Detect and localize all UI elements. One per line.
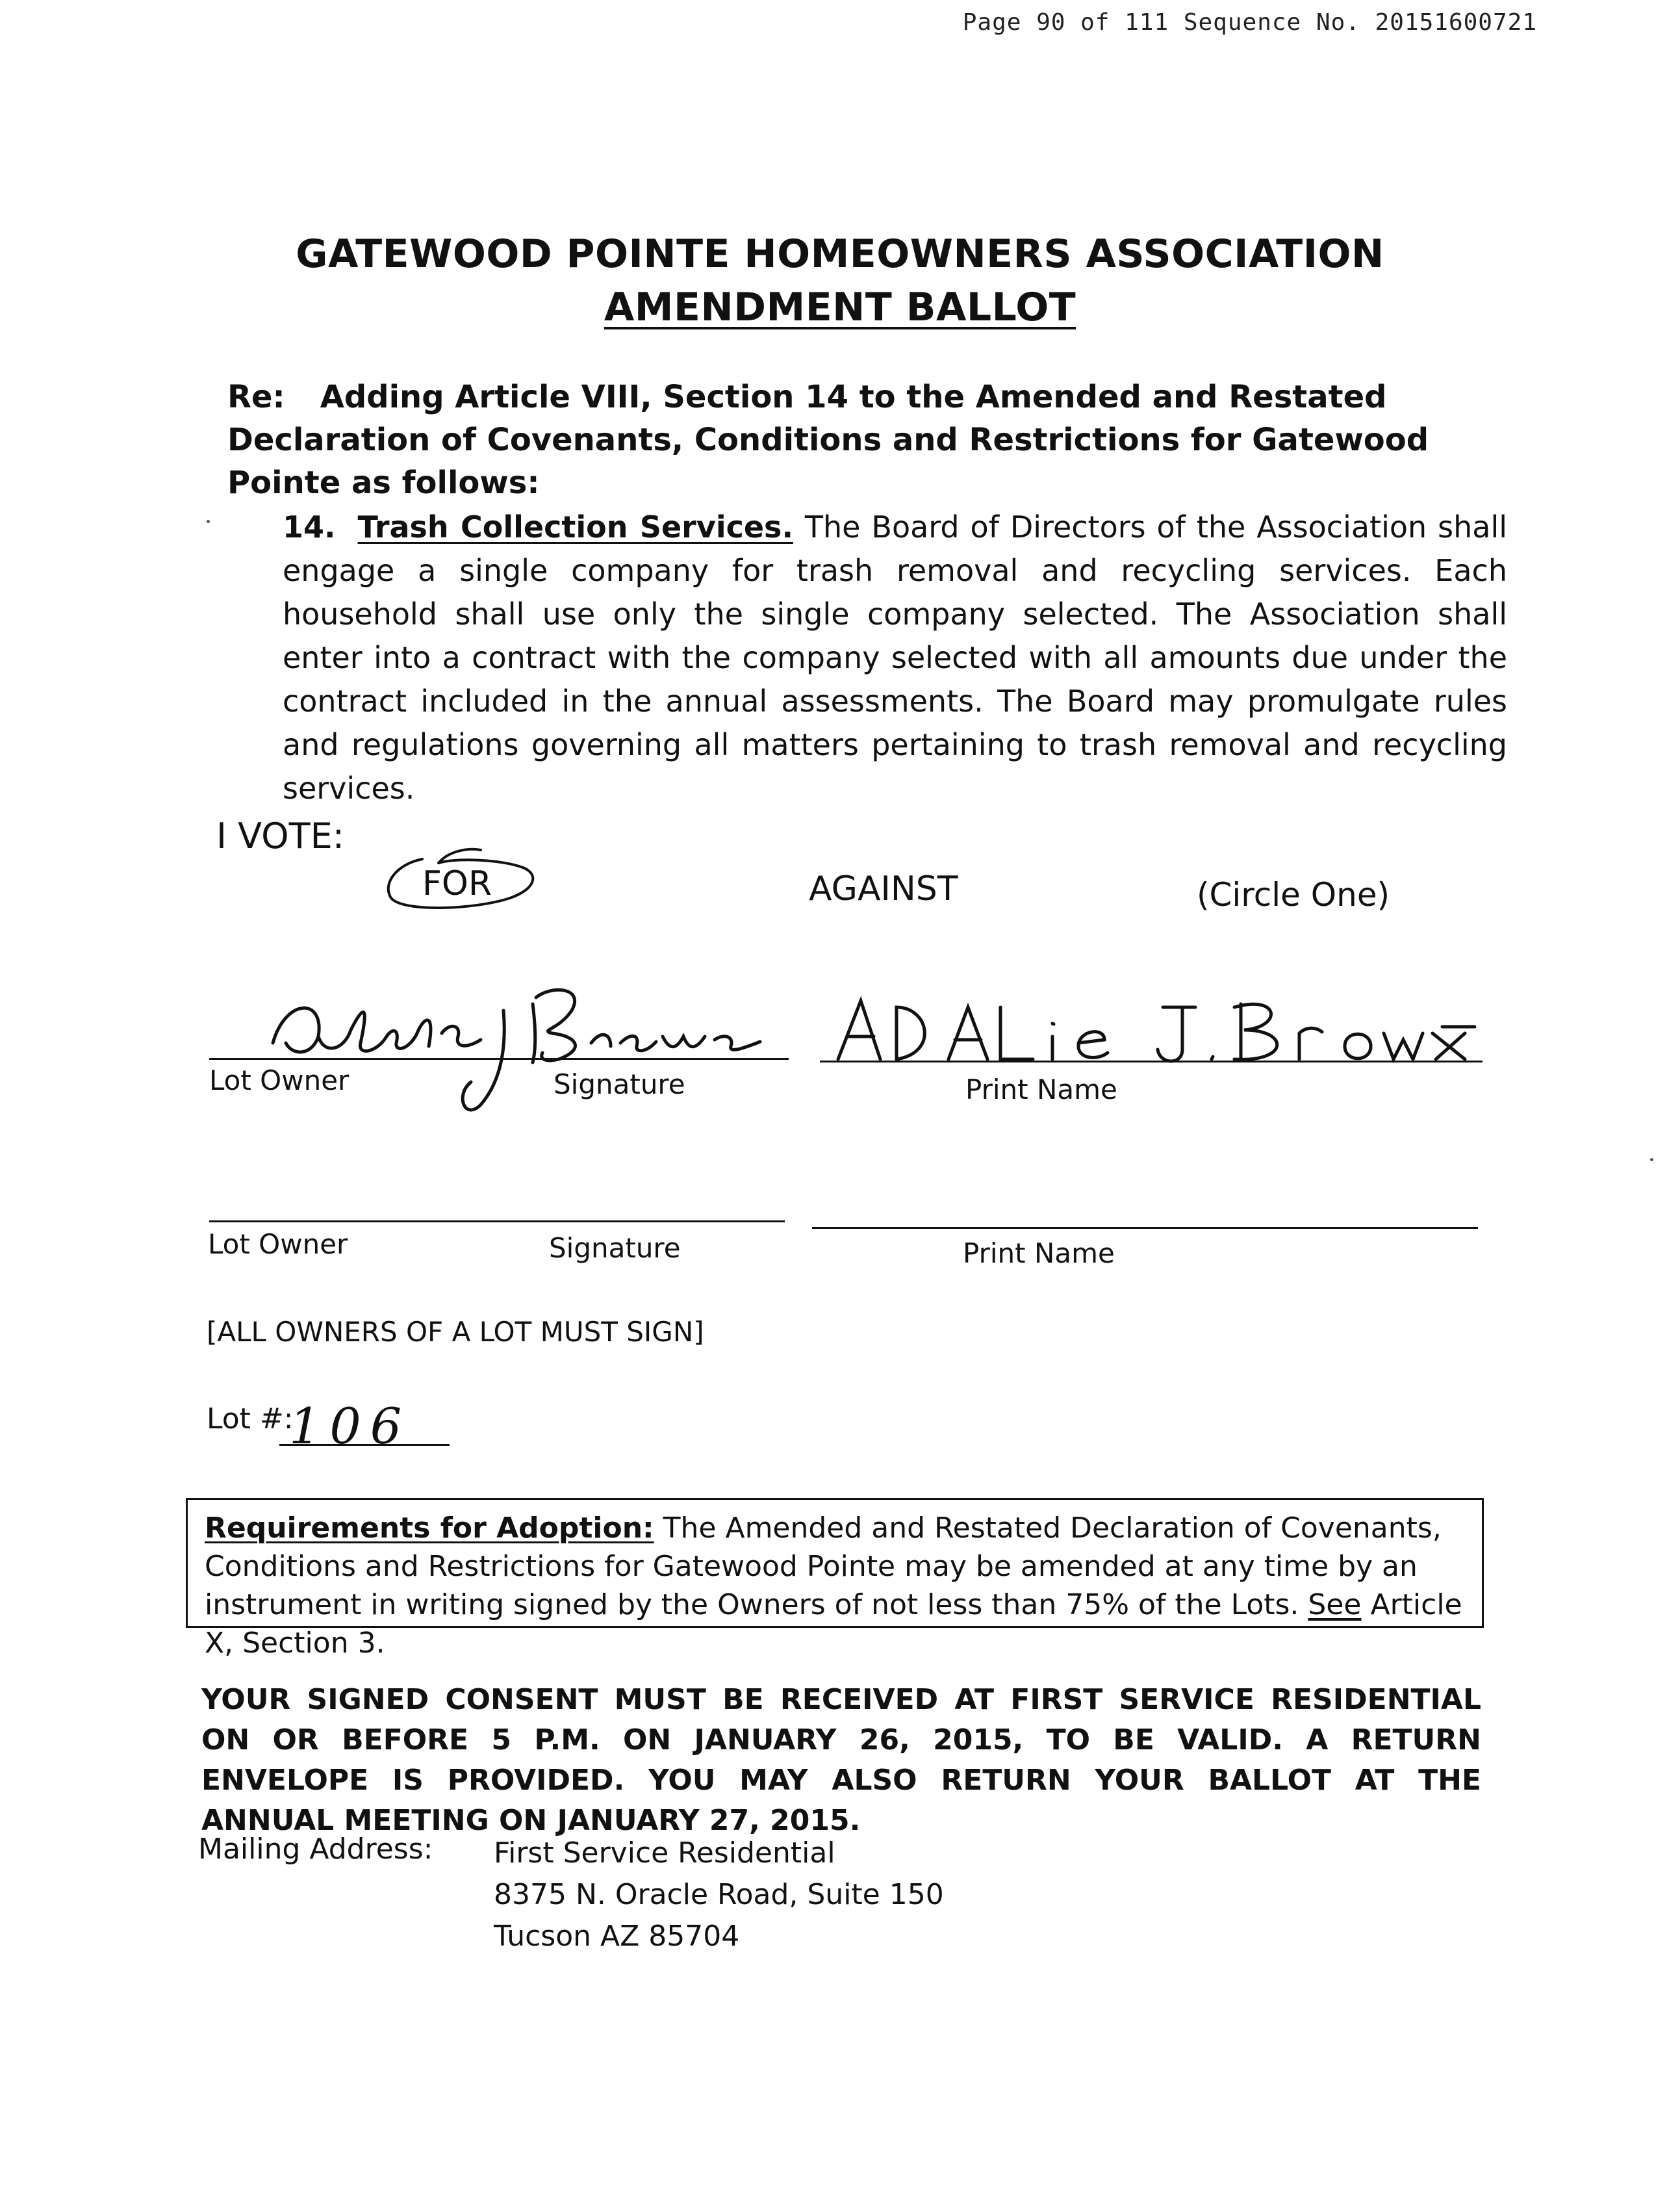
consent-notice: YOUR SIGNED CONSENT MUST BE RECEIVED AT FIRST SERVICE RESIDENTIAL ON OR BEFORE 5 P.M. ON JANUARY 26, 2015, TO BE VALID. A RETURN ENVELOPE IS PROVIDED. YOU MAY ALSO RETURN YOUR BALLOT AT THE ANNUAL MEETING ON JANUARY 27, 2015. — [201, 1683, 1481, 1837]
owner1-print-name-label: Print Name — [965, 1074, 1117, 1105]
owner2-print-name-label: Print Name — [963, 1237, 1115, 1269]
owner1-lot-owner-label: Lot Owner — [209, 1064, 350, 1096]
section-heading: Trash Collection Services. — [357, 509, 793, 545]
amendment-section — [283, 506, 1507, 810]
mailing-address-label: Mailing Address: — [198, 1833, 433, 1866]
section-body: The Board of Directors of the Association shall engage a single company for trash removal and recycling services. Each household shall use only the single company selected. The Association shall enter into a contract with the company selected with all amounts due under the contract included in the annual assessments. The Board may promulgate rules and regulations governing all matters pertaining to trash removal and recycling services. — [283, 509, 1508, 806]
requirements-box — [186, 1498, 1484, 1660]
ballot-title: AMENDMENT BALLOT — [604, 285, 1076, 330]
mailing-line-2: 8375 N. Oracle Road, Suite 150 — [494, 1878, 944, 1911]
lot-number-label: Lot #: — [207, 1402, 294, 1435]
re-statement — [227, 376, 1510, 504]
scan-speck — [207, 520, 210, 523]
association-name: GATEWOOD POINTE HOMEOWNERS ASSOCIATION — [296, 231, 1384, 277]
owner1-handwritten-signature — [247, 972, 780, 1121]
owner2-lot-owner-label: Lot Owner — [208, 1228, 348, 1260]
requirements-ref: Article X, Section 3. — [205, 1588, 1462, 1660]
vote-against-option[interactable]: AGAINST — [809, 869, 958, 908]
vote-for-option[interactable]: FOR — [422, 864, 492, 903]
re-label: Re: — [227, 379, 285, 415]
vote-instruction: (Circle One) — [1197, 876, 1390, 914]
mailing-line-3: Tucson AZ 85704 — [494, 1920, 740, 1953]
owner2-signature-line[interactable] — [209, 1220, 785, 1222]
mailing-line-1: First Service Residential — [494, 1836, 835, 1870]
section-number: 14. — [283, 509, 336, 545]
owner1-handwritten-print-name — [825, 988, 1488, 1072]
requirements-heading: Requirements for Adoption: — [205, 1512, 654, 1545]
page-header: Page 90 of 111 Sequence No. 20151600721 — [962, 9, 1537, 36]
requirements-body: The Amended and Restated Declaration of Covenants, Conditions and Restrictions for Gatewood Pointe may be amended at any time by an instrument in writing signed by the Owners of not less than 75% of the Lots. — [205, 1512, 1442, 1621]
owner2-signature-label: Signature — [549, 1232, 681, 1264]
owner2-print-name-line[interactable] — [812, 1227, 1478, 1229]
owner1-signature-label: Signature — [554, 1068, 685, 1100]
requirements-see: See — [1308, 1588, 1362, 1621]
document-title — [0, 227, 1680, 334]
vote-label: I VOTE: — [216, 816, 344, 856]
scan-speck — [1650, 1158, 1653, 1161]
all-owners-note: [ALL OWNERS OF A LOT MUST SIGN] — [207, 1316, 704, 1348]
owner1-signature-line[interactable] — [209, 1058, 789, 1060]
mailing-address — [494, 1833, 944, 1957]
re-text: Adding Article VIII, Section 14 to the Amended and Restated Declaration of Covenants, Conditions and Restrictions for Gatewood Pointe as follows: — [227, 379, 1429, 501]
lot-number-value: 106 — [289, 1397, 411, 1455]
